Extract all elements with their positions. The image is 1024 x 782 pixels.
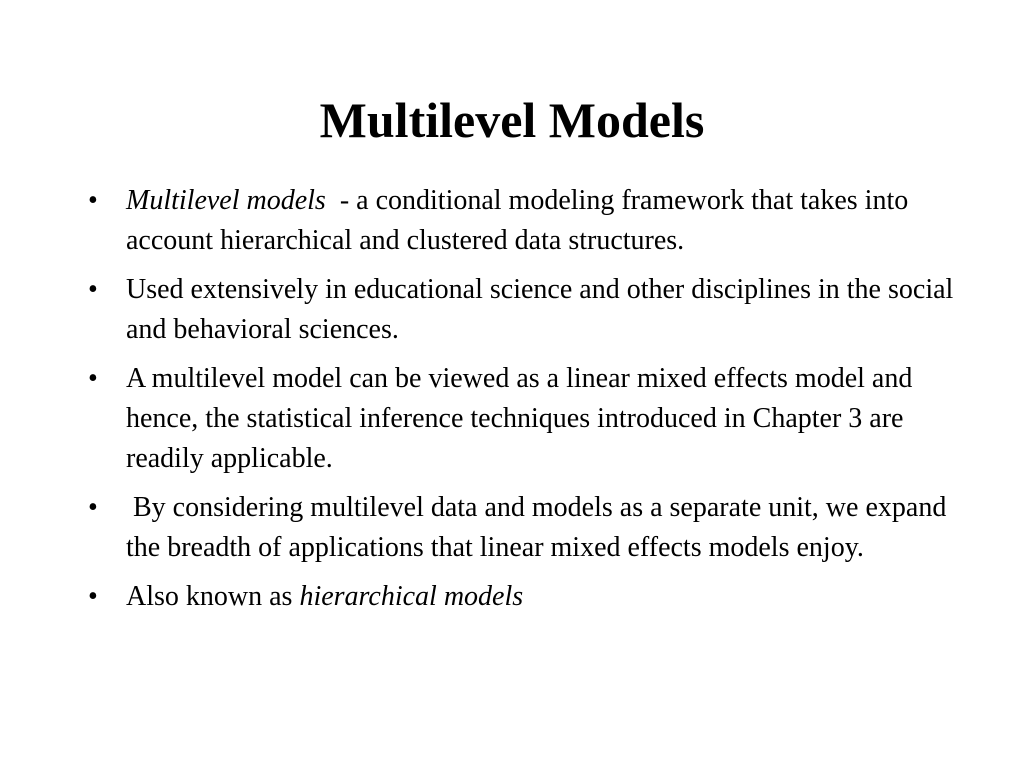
bullet-item-4 <box>88 488 968 568</box>
bullet-text: By considering multilevel data and models as a separate unit, we expand the breadth of applications that linear mixed effects models enjoy. <box>126 492 954 563</box>
bullet-marker: • <box>88 581 98 612</box>
bullet-item-3 <box>88 359 968 479</box>
bullet-text: Also known as <box>126 581 300 612</box>
bullet-list <box>88 181 968 626</box>
bullet-marker: • <box>88 363 98 394</box>
bullet-text: Used extensively in educational science and other disciplines in the social and behavioral sciences. <box>126 274 954 345</box>
bullet-marker: • <box>88 492 98 523</box>
bullet-item-1 <box>88 181 968 261</box>
bullet-marker: • <box>88 185 98 216</box>
bullet-item-5 <box>88 577 968 617</box>
bullet-text: A multilevel model can be viewed as a linear mixed effects model and hence, the statistical inference techniques introduced in Chapter 3 are readily applicable. <box>126 363 913 474</box>
slide-title: Multilevel Models <box>319 92 705 148</box>
bullet-item-2 <box>88 270 968 350</box>
bullet-marker: • <box>88 274 98 305</box>
bullet-italic-term: Multilevel models <box>126 185 326 216</box>
bullet-italic-term: hierarchical models <box>299 581 524 612</box>
bullet-text: - a conditional modeling framework that takes into account hierarchical and clustered data structures. <box>126 185 916 256</box>
